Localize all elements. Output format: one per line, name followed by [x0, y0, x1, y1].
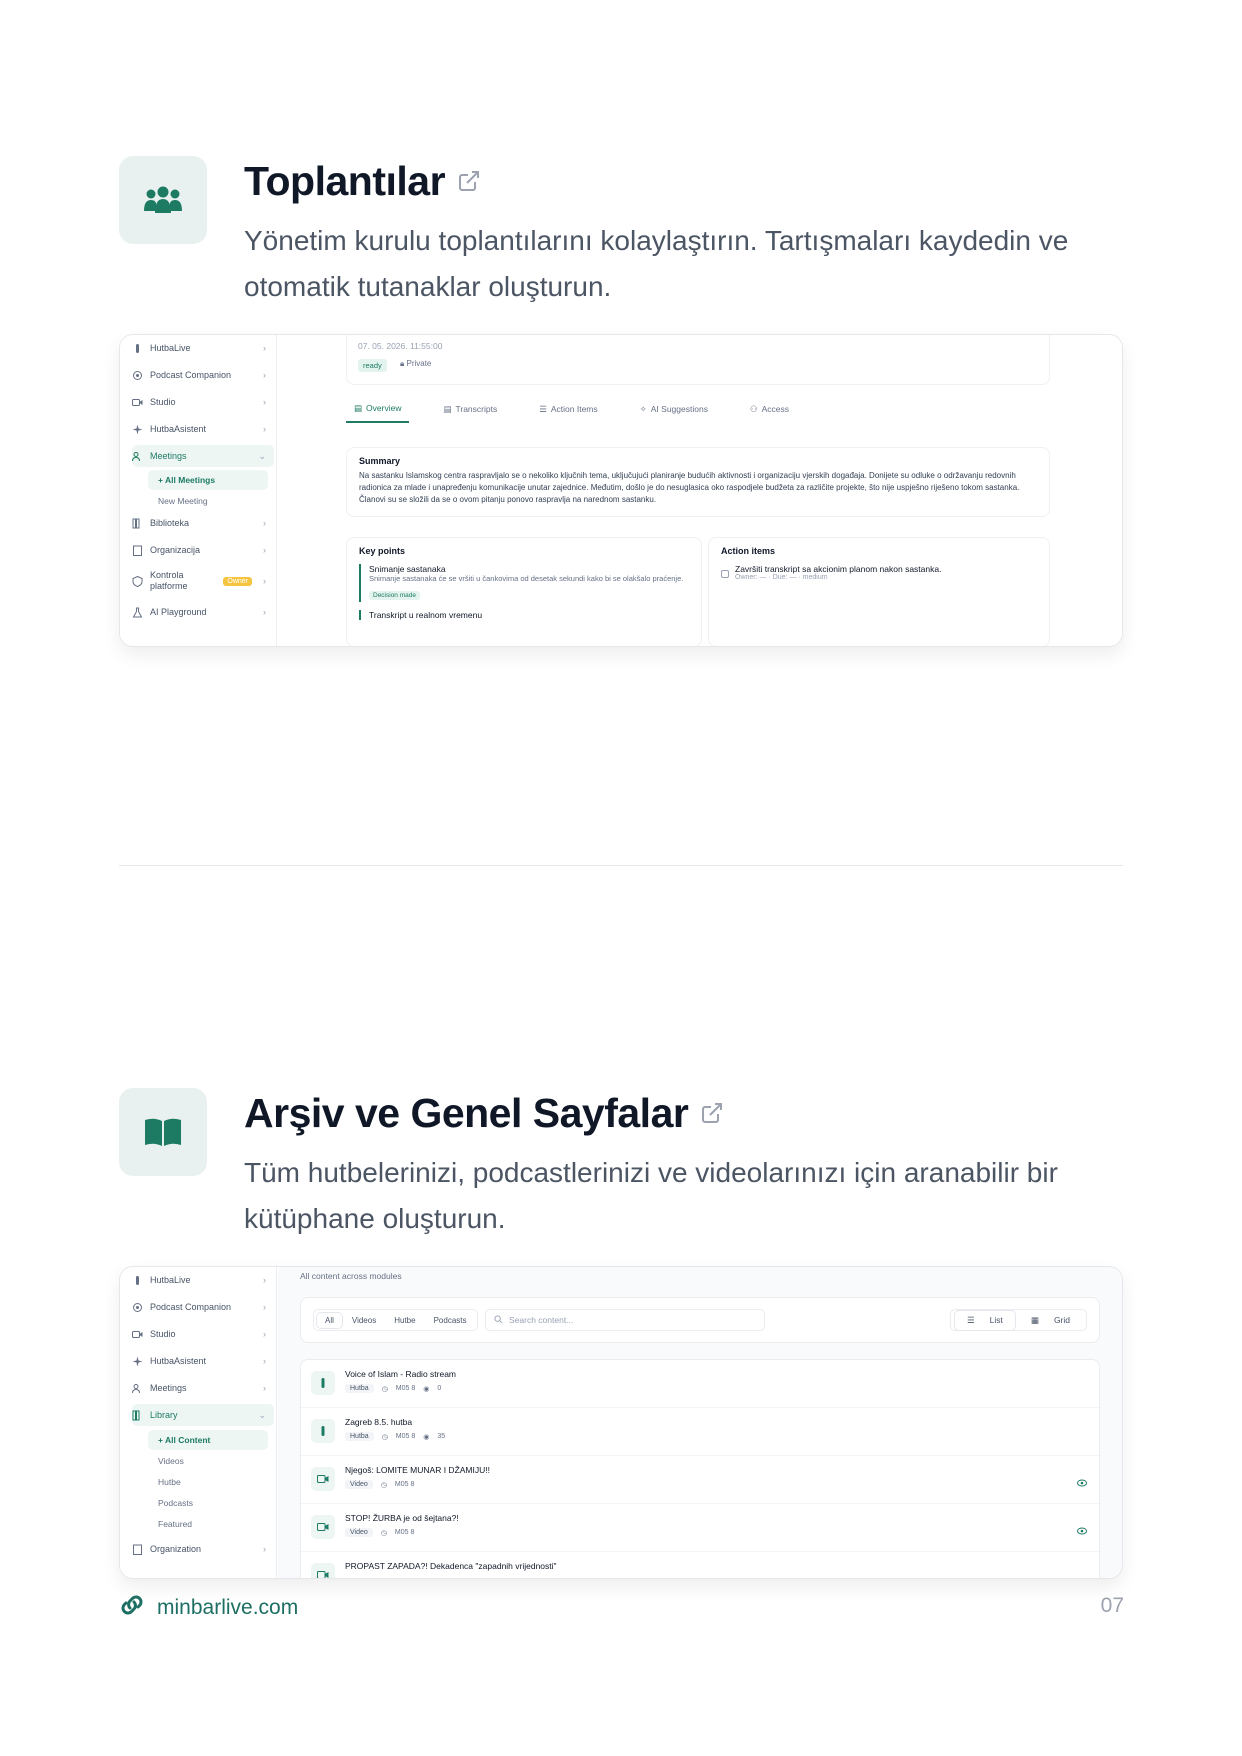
- search-placeholder: Search content...: [509, 1315, 574, 1325]
- sidebar-item-organization[interactable]: [132, 1538, 274, 1560]
- users-icon: [132, 451, 143, 462]
- privacy-text: Private: [406, 359, 432, 368]
- item-date: M05 8: [394, 1481, 415, 1488]
- shield-icon: [132, 576, 143, 587]
- mic-icon: [132, 1275, 143, 1286]
- action-item-title: Završiti transkript sa akcionim planom nakon sastanka.: [735, 564, 942, 574]
- external-link-icon[interactable]: [700, 1101, 726, 1127]
- subitem-new-meeting[interactable]: New Meeting: [158, 496, 208, 506]
- list-icon: ☰: [539, 403, 547, 414]
- item-views: 35: [437, 1433, 446, 1440]
- filter-podcasts[interactable]: Podcasts: [433, 1315, 467, 1325]
- library-content: [278, 1267, 1122, 1578]
- meeting-detail: [278, 335, 1122, 646]
- list-item[interactable]: [301, 1408, 1099, 1456]
- subitem-hutbe[interactable]: Hutbe: [158, 1477, 181, 1487]
- item-meta: [345, 1384, 441, 1393]
- chevron-right-icon: ›: [263, 424, 266, 434]
- type-badge: Video: [345, 1480, 373, 1489]
- tab-label: Action Items: [550, 404, 598, 414]
- mic-icon: [311, 1419, 335, 1443]
- file-icon: ▤: [443, 403, 452, 414]
- sparkle-icon: [132, 424, 143, 435]
- sidebar-label: Meetings: [150, 451, 187, 461]
- list-icon: ☰: [967, 1314, 975, 1325]
- key-point-title: Snimanje sastanaka: [369, 564, 446, 574]
- tab-label: Transcripts: [455, 404, 498, 414]
- sidebar-label: Library: [150, 1410, 178, 1420]
- camera-icon: [132, 1329, 143, 1340]
- item-title: Voice of Islam - Radio stream: [345, 1369, 457, 1379]
- list-item[interactable]: [301, 1456, 1099, 1504]
- sidebar-item-hutbaasistent[interactable]: [132, 1350, 274, 1372]
- section-header: [119, 156, 1123, 316]
- sidebar: [120, 1267, 277, 1578]
- meetings-screenshot: [119, 334, 1123, 647]
- chevron-right-icon: ›: [263, 518, 266, 528]
- sidebar-item-organizacija[interactable]: [132, 539, 274, 561]
- privacy-label: [400, 359, 431, 369]
- sidebar-item-hutbalive[interactable]: [132, 337, 274, 359]
- summary-text: Na sastanku Islamskog centra raspravljalo se o nekoliko ključnih tema, uključujući planiranje budućih aktivnosti i organizaciju vjerskih događaja. Donijete su odluke o održavanju redovnih radionica za mlade i unapređenju komunikacije unutar zajednice. Međutim, došlo je do nesuglasica oko raspodjele budžeta za različite projekte, što nije uspješno riješeno tokom sastanka. Članovi su se složili da se o ovom pitanju ponovo raspravlja na narednom sastanku.: [359, 471, 1020, 504]
- type-badge: Hutba: [345, 1384, 374, 1393]
- item-title: PROPAST ZAPADA?! Dekadenca "zapadnih vrijednosti": [345, 1561, 557, 1571]
- search-icon: [494, 1315, 503, 1326]
- clock-icon: ◷: [380, 1481, 387, 1489]
- document-icon: ▤: [354, 402, 363, 413]
- item-views: 0: [437, 1385, 442, 1392]
- page-caption: All content across modules: [300, 1271, 402, 1281]
- sidebar-label: Kontrola platforme: [150, 570, 188, 591]
- meetings-section: [119, 156, 1123, 620]
- section-title-text: Toplantılar: [244, 158, 446, 204]
- filter-group: [313, 1309, 478, 1331]
- footer-website-link[interactable]: [119, 1594, 298, 1622]
- meeting-date: 07. 05. 2026. 11:55:00: [358, 341, 443, 351]
- sidebar-item-podcast[interactable]: [132, 364, 274, 386]
- sidebar-item-meetings[interactable]: [132, 1377, 274, 1399]
- search-input[interactable]: [485, 1309, 765, 1331]
- section-description: Tüm hutbelerinizi, podcastlerinizi ve videolarınızı için aranabilir bir kütüphane oluşturun.: [244, 1157, 1058, 1234]
- sidebar-item-library[interactable]: [132, 1404, 274, 1426]
- eye-icon[interactable]: [1077, 1522, 1087, 1540]
- item-title: STOP! ŽURBA je od šejtana?!: [345, 1513, 459, 1523]
- sidebar-item-podcast[interactable]: [132, 1296, 274, 1318]
- key-point-title: Transkript u realnom vremenu: [369, 610, 483, 620]
- sparkle-icon: ✧: [639, 403, 647, 414]
- key-point: [359, 610, 689, 620]
- chevron-right-icon: ›: [263, 1329, 266, 1339]
- item-meta: [345, 1432, 445, 1441]
- sidebar-label: HutbaLive: [150, 1275, 191, 1285]
- tab-transcripts[interactable]: [435, 403, 505, 423]
- chevron-down-icon: ⌄: [258, 450, 266, 461]
- sidebar-label: Studio: [150, 397, 176, 407]
- meeting-header-card: [346, 334, 1050, 385]
- eye-icon[interactable]: [1077, 1474, 1087, 1492]
- owner-badge: Owner: [223, 577, 252, 586]
- key-points-card: [346, 537, 702, 647]
- list-item[interactable]: [301, 1552, 1099, 1579]
- users-icon: [132, 1383, 143, 1394]
- view-list-button[interactable]: [955, 1311, 1015, 1330]
- people-group-icon: [119, 156, 207, 244]
- section-title[interactable]: [244, 158, 483, 205]
- sparkle-icon: [132, 1356, 143, 1367]
- podcast-icon: [132, 370, 143, 381]
- chevron-right-icon: ›: [263, 1302, 266, 1312]
- clock-icon: ◷: [381, 1385, 388, 1393]
- books-icon: [132, 518, 143, 529]
- sidebar-label: Podcast Companion: [150, 370, 232, 380]
- sidebar-label: HutbaLive: [150, 343, 191, 353]
- view-list-label: List: [989, 1315, 1003, 1325]
- action-items-card: [708, 537, 1050, 647]
- action-items-title: Action items: [721, 546, 776, 556]
- item-title: Njegoš: LOMITE MUNAR I DŽAMIJU!!: [345, 1465, 490, 1475]
- tab-label: AI Suggestions: [650, 404, 708, 414]
- item-date: M05 8: [394, 1529, 415, 1536]
- camera-icon: [132, 397, 143, 408]
- sidebar-label: Podcast Companion: [150, 1302, 232, 1312]
- sidebar: [120, 335, 277, 646]
- chevron-right-icon: ›: [263, 1544, 266, 1554]
- books-icon: [132, 1410, 143, 1421]
- chevron-right-icon: ›: [263, 343, 266, 353]
- grid-icon: ▦: [1030, 1314, 1039, 1325]
- lock-icon: 🔒︎: [400, 359, 407, 368]
- section-description: Yönetim kurulu toplantılarını kolaylaştırın. Tartışmaları kaydedin ve otomatik tutanaklar oluşturun.: [244, 225, 1069, 302]
- eye-icon: ◉: [423, 1385, 430, 1393]
- action-item-meta: Owner: — · Due: — · medium: [735, 574, 828, 581]
- sidebar-item-studio[interactable]: [132, 391, 274, 413]
- item-date: M05 8: [395, 1433, 416, 1440]
- sidebar-item-meetings[interactable]: [132, 445, 274, 467]
- sidebar-label: Meetings: [150, 1383, 187, 1393]
- checkbox[interactable]: [721, 570, 729, 578]
- video-icon: [311, 1515, 335, 1539]
- item-title: Zagreb 8.5. hutba: [345, 1417, 413, 1427]
- sidebar-label: Organizacija: [150, 545, 201, 555]
- clock-icon: ◷: [381, 1433, 388, 1441]
- filter-videos[interactable]: Videos: [351, 1315, 377, 1325]
- chevron-right-icon: ›: [263, 576, 266, 586]
- tab-access[interactable]: [742, 403, 797, 423]
- sidebar-item-hutbaasistent[interactable]: [132, 418, 274, 440]
- decision-tag: Decision made: [369, 591, 420, 600]
- chevron-right-icon: ›: [263, 1275, 266, 1285]
- toolbar: [300, 1297, 1100, 1343]
- sidebar-item-studio[interactable]: [132, 1323, 274, 1345]
- chevron-down-icon: ⌄: [258, 1409, 266, 1420]
- filter-hutbe[interactable]: Hutbe: [394, 1315, 416, 1325]
- subitem-featured[interactable]: Featured: [158, 1519, 193, 1529]
- sidebar-label: Organization: [150, 1544, 202, 1554]
- status-badge: ready: [358, 359, 387, 372]
- sidebar-label: Studio: [150, 1329, 176, 1339]
- content-list: [300, 1359, 1100, 1579]
- item-meta: [345, 1528, 414, 1537]
- mic-icon: [311, 1371, 335, 1395]
- sidebar-item-kontrola[interactable]: [132, 566, 274, 596]
- building-icon: [132, 545, 143, 556]
- archive-section: [119, 1088, 1123, 1571]
- subitem-all-meetings[interactable]: + All Meetings: [148, 470, 268, 490]
- subitem-videos[interactable]: Videos: [158, 1456, 184, 1466]
- view-toggle: [950, 1309, 1087, 1331]
- subitem-all-content[interactable]: + All Content: [148, 1430, 268, 1450]
- tab-action-items[interactable]: [531, 403, 605, 423]
- sidebar-label: HutbaAsistent: [150, 1356, 207, 1366]
- chevron-right-icon: ›: [263, 397, 266, 407]
- type-badge: Hutba: [345, 1432, 374, 1441]
- footer-link-text: minbarlive.com: [157, 1596, 299, 1619]
- chevron-right-icon: ›: [263, 1383, 266, 1393]
- link-icon: [119, 1594, 145, 1622]
- chevron-right-icon: ›: [263, 370, 266, 380]
- section-title-text: Arşiv ve Genel Sayfalar: [244, 1090, 689, 1136]
- tab-ai-suggestions[interactable]: [632, 403, 716, 423]
- chevron-right-icon: ›: [263, 1356, 266, 1366]
- view-grid-label: Grid: [1053, 1315, 1070, 1325]
- video-icon: [311, 1563, 335, 1579]
- list-item[interactable]: [301, 1360, 1099, 1408]
- library-screenshot: [119, 1266, 1123, 1579]
- section-header: [119, 1088, 1123, 1248]
- summary-title: Summary: [359, 456, 401, 466]
- video-icon: [311, 1467, 335, 1491]
- key-points-title: Key points: [359, 546, 406, 556]
- action-item: [721, 564, 1037, 581]
- section-divider: [119, 865, 1123, 866]
- view-grid-button[interactable]: [1019, 1311, 1082, 1330]
- tab-label: Access: [761, 404, 789, 414]
- item-meta: [345, 1480, 414, 1489]
- key-point: [359, 564, 689, 602]
- sidebar-label: HutbaAsistent: [150, 424, 207, 434]
- building-icon: [132, 1544, 143, 1555]
- tab-label: Overview: [366, 403, 402, 413]
- meeting-tabs: [346, 403, 797, 423]
- external-link-icon[interactable]: [457, 169, 483, 195]
- tab-overview[interactable]: [346, 403, 409, 423]
- sidebar-item-biblioteka[interactable]: [132, 512, 274, 534]
- mic-icon: [132, 343, 143, 354]
- flask-icon: [132, 607, 143, 618]
- section-title[interactable]: [244, 1090, 726, 1137]
- sidebar-label: Biblioteka: [150, 518, 190, 528]
- podcast-icon: [132, 1302, 143, 1313]
- chevron-right-icon: ›: [263, 607, 266, 617]
- chevron-right-icon: ›: [263, 545, 266, 555]
- list-item[interactable]: [301, 1504, 1099, 1552]
- user-icon: ⚇: [749, 403, 758, 414]
- sidebar-item-ai-playground[interactable]: [132, 601, 274, 623]
- type-badge: Video: [345, 1528, 373, 1537]
- sidebar-label: AI Playground: [150, 607, 207, 617]
- eye-icon: ◉: [423, 1433, 430, 1441]
- page-number: 07: [1100, 1594, 1124, 1617]
- summary-card: [346, 447, 1050, 517]
- key-point-text: Snimanje sastanaka će se vršiti u čankovima od desetak sekundi kako bi se olakšalo praćenje.: [369, 574, 684, 583]
- clock-icon: ◷: [380, 1529, 387, 1537]
- sidebar-item-hutbalive[interactable]: [132, 1269, 274, 1291]
- subitem-podcasts[interactable]: Podcasts: [158, 1498, 193, 1508]
- filter-all[interactable]: All: [317, 1313, 342, 1328]
- open-book-icon: [119, 1088, 207, 1176]
- item-date: M05 8: [395, 1385, 416, 1392]
